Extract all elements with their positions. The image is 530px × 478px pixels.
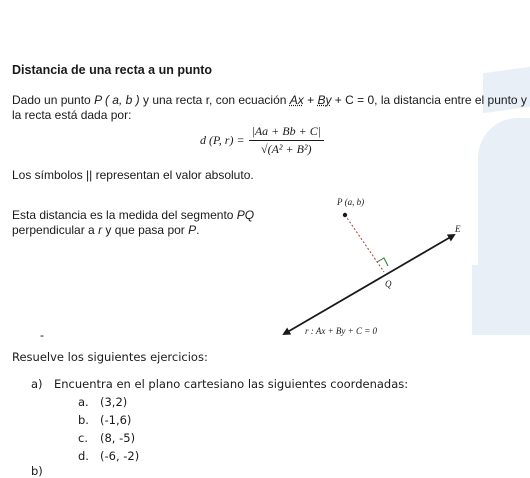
intro-text-a: Dado un punto: [12, 93, 95, 107]
description-text-b: perpendicular a: [12, 223, 99, 237]
intro-line-2: la recta está dada por:: [12, 108, 132, 122]
list-item-value: (3,2): [100, 395, 128, 409]
exercise-a: [31, 377, 408, 391]
point-notation: P ( a, b ): [94, 93, 140, 107]
intro-text-b: y una recta r, con ecuación: [139, 93, 290, 107]
list-item: [78, 449, 139, 463]
list-item-label: a.: [78, 395, 89, 409]
point-p-dot: [343, 213, 347, 217]
plus-sign: +: [303, 93, 318, 107]
term-ax: Ax: [289, 93, 304, 107]
description-period: .: [196, 223, 200, 237]
formula-denominator: √(A² + B²): [261, 141, 312, 156]
distance-formula: [200, 122, 324, 158]
exercise-b-label: b): [31, 464, 43, 478]
description-line-2: [12, 223, 199, 237]
point-q-label: Q: [385, 279, 392, 289]
description-text-a: Esta distancia es la medida del segmento: [12, 208, 237, 222]
list-item-value: (-6, -2): [100, 449, 140, 463]
list-item-label: c.: [78, 431, 88, 445]
list-item: [78, 431, 135, 445]
line-equation-label: r : Ax + By + C = 0: [305, 326, 378, 336]
segment-pq: PQ: [236, 208, 255, 222]
line-r: r: [98, 223, 103, 237]
section-title: Distancia de una recta a un punto: [12, 63, 213, 77]
list-item-value: (-1,6): [100, 413, 132, 427]
stray-dash: -: [40, 328, 44, 342]
point-p-label: P (a, b): [337, 197, 365, 207]
description-text-c: y que pasa por: [102, 223, 189, 237]
list-item: [78, 413, 131, 427]
point-p: P: [188, 223, 197, 237]
formula-lhs: d (P, r) =: [200, 132, 245, 147]
formula-numerator: |Aa + Bb + C|: [249, 124, 324, 141]
perpendicular-segment: [345, 215, 384, 272]
formula-fraction: [249, 124, 324, 157]
intro-text-c: + C = 0, la distancia entre el punto y: [331, 93, 527, 107]
description-line-1: [12, 208, 254, 222]
term-by: By: [317, 93, 332, 107]
point-e-label: E: [455, 224, 461, 234]
exercise-a-text: Encuentra en el plano cartesiano las siguientes coordenadas:: [54, 377, 409, 391]
list-item-value: (8, -5): [100, 431, 136, 445]
distance-diagram: [270, 190, 500, 350]
list-item-label: d.: [78, 449, 89, 463]
list-item: [78, 395, 127, 409]
line-r-arrow: [284, 235, 454, 334]
exercise-a-label: a): [31, 377, 43, 391]
exercises-intro: Resuelve los siguientes ejercicios:: [12, 350, 208, 364]
intro-line-1: [12, 93, 527, 107]
list-item-label: b.: [78, 413, 89, 427]
symbols-note: Los símbolos || representan el valor absoluto.: [12, 168, 254, 182]
